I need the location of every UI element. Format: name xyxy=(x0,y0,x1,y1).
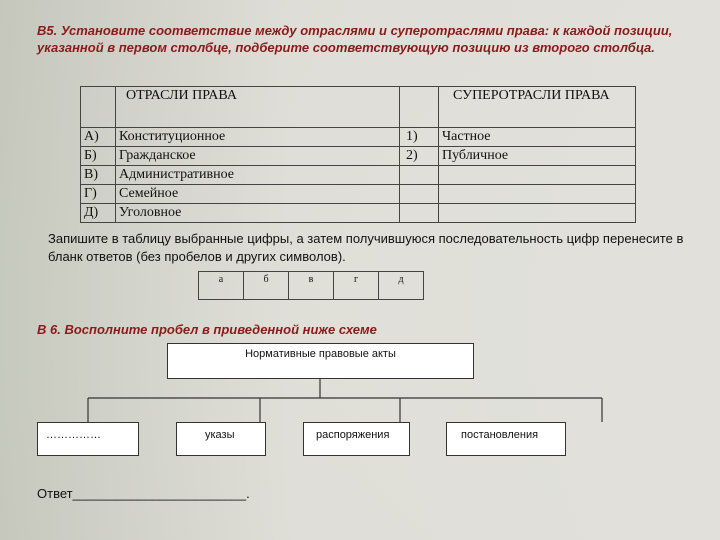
scheme-root-box: Нормативные правовые акты xyxy=(167,343,474,379)
super-number: 1) xyxy=(400,128,439,147)
super-number: 2) xyxy=(400,147,439,166)
answer-header: в xyxy=(289,272,334,300)
col1-header: ОТРАСЛИ ПРАВА xyxy=(116,87,400,128)
scheme-rasporyazheniya-box: распоряжения xyxy=(303,422,410,456)
row-letter: Г) xyxy=(81,185,116,204)
instruction-text: Запишите в таблицу выбранные цифры, а затем получившуюся последовательность цифр перенесите в бланк ответов (без пробелов и других символов). xyxy=(48,231,684,264)
col2-header: СУПЕРОТРАСЛИ ПРАВА xyxy=(439,87,636,128)
row-letter: В) xyxy=(81,166,116,185)
answer-header: б xyxy=(244,272,289,300)
task-b6-title: В 6. Восполните пробел в приведенной ниже схеме xyxy=(37,322,377,337)
row-letter: А) xyxy=(81,128,116,147)
branch-name: Уголовное xyxy=(116,204,400,223)
branch-name: Административное xyxy=(116,166,400,185)
superbranch-name: Публичное xyxy=(439,147,636,166)
answer-header: г xyxy=(334,272,379,300)
branch-name: Семейное xyxy=(116,185,400,204)
branch-name: Гражданское xyxy=(116,147,400,166)
scheme-postanovleniya-box: постановления xyxy=(446,422,566,456)
scheme-blank-box[interactable]: …………… xyxy=(37,422,139,456)
scheme-ukazy-box: указы xyxy=(176,422,266,456)
answer-header: д xyxy=(379,272,424,300)
answer-line[interactable]: Ответ________________________. xyxy=(37,486,250,501)
superbranch-name: Частное xyxy=(439,128,636,147)
row-letter: Д) xyxy=(81,204,116,223)
answer-header: а xyxy=(199,272,244,300)
task-b5-title: В5. Установите соответствие между отраслями и суперотраслями права: к каждой позиции, указанной в первом столбце, подберите соответствующую позицию из второго столбца. xyxy=(37,23,673,55)
row-letter: Б) xyxy=(81,147,116,166)
branch-name: Конституционное xyxy=(116,128,400,147)
